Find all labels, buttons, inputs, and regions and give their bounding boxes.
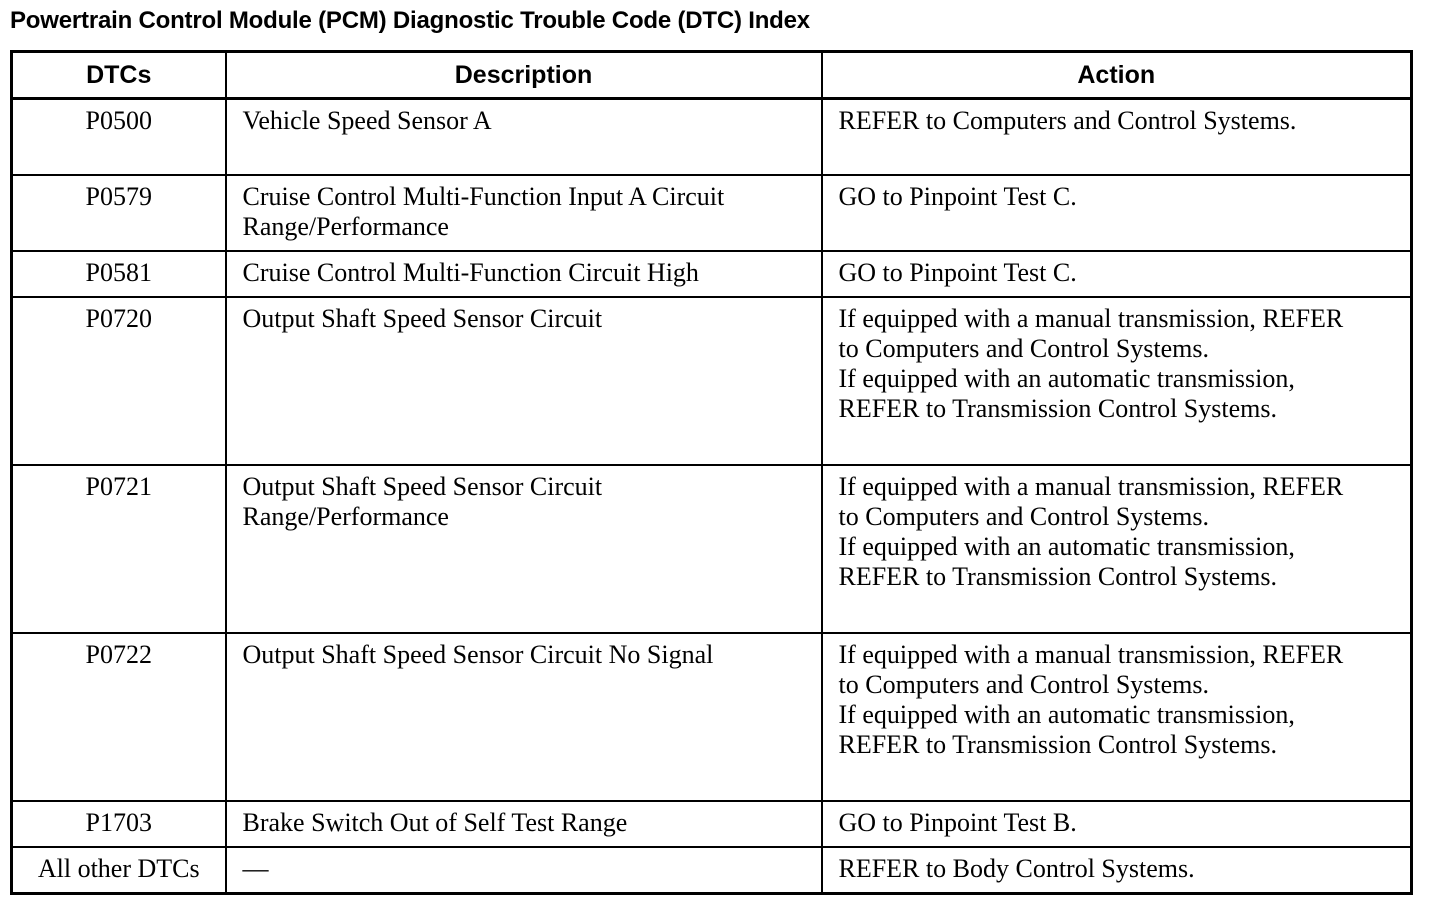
dtc-code: P1703	[12, 801, 226, 847]
dtc-code: P0720	[12, 297, 226, 465]
dtc-action: GO to Pinpoint Test C.	[822, 251, 1412, 297]
dtc-description: Output Shaft Speed Sensor Circuit	[226, 297, 822, 465]
table-row	[12, 251, 1412, 297]
dtc-code: P0500	[12, 99, 226, 176]
dtc-description: —	[226, 847, 822, 894]
header-action: Action	[822, 52, 1412, 99]
dtc-action: REFER to Computers and Control Systems.	[822, 99, 1412, 176]
dtc-code: P0722	[12, 633, 226, 801]
dtc-action: GO to Pinpoint Test C.	[822, 175, 1412, 251]
table-row	[12, 801, 1412, 847]
dtc-action: If equipped with a manual transmission, REFER to Computers and Control Systems. If equipped with an automatic transmission, REFER to Transmission Control Systems.	[822, 297, 1412, 465]
dtc-action: If equipped with a manual transmission, REFER to Computers and Control Systems. If equipped with an automatic transmission, REFER to Transmission Control Systems.	[822, 633, 1412, 801]
dtc-action: If equipped with a manual transmission, REFER to Computers and Control Systems. If equipped with an automatic transmission, REFER to Transmission Control Systems.	[822, 465, 1412, 633]
table-header-row	[12, 52, 1412, 99]
dtc-code: All other DTCs	[12, 847, 226, 894]
table-row	[12, 297, 1412, 465]
dtc-description: Vehicle Speed Sensor A	[226, 99, 822, 176]
dtc-action: REFER to Body Control Systems.	[822, 847, 1412, 894]
dtc-description: Output Shaft Speed Sensor Circuit Range/Performance	[226, 465, 822, 633]
dtc-description: Output Shaft Speed Sensor Circuit No Signal	[226, 633, 822, 801]
dtc-code: P0581	[12, 251, 226, 297]
table-row	[12, 99, 1412, 176]
table-row	[12, 465, 1412, 633]
dtc-description: Brake Switch Out of Self Test Range	[226, 801, 822, 847]
dtc-code: P0721	[12, 465, 226, 633]
dtc-description: Cruise Control Multi-Function Circuit High	[226, 251, 822, 297]
table-row	[12, 847, 1412, 894]
page-title: Powertrain Control Module (PCM) Diagnostic Trouble Code (DTC) Index	[10, 7, 810, 34]
dtc-index-table	[10, 50, 1413, 895]
dtc-description: Cruise Control Multi-Function Input A Circuit Range/Performance	[226, 175, 822, 251]
header-description: Description	[226, 52, 822, 99]
dtc-code: P0579	[12, 175, 226, 251]
dtc-action: GO to Pinpoint Test B.	[822, 801, 1412, 847]
table-row	[12, 175, 1412, 251]
header-dtcs: DTCs	[12, 52, 226, 99]
table-row	[12, 633, 1412, 801]
